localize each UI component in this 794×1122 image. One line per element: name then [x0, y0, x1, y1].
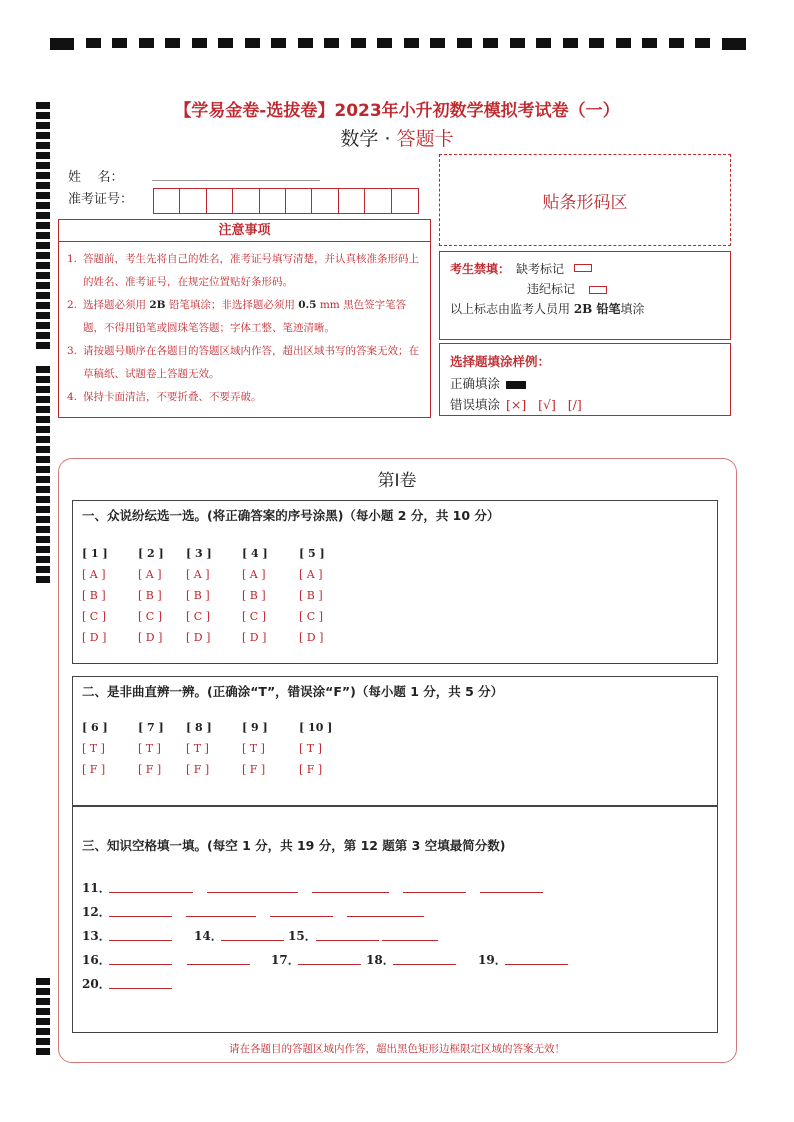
answer-blank[interactable]	[109, 988, 172, 989]
footer-warning: 请在各题目的答题区域内作答，超出黑色矩形边框限定区域的答案无效！	[229, 1043, 565, 1055]
bubble-q9-t[interactable]: [ T ]	[242, 742, 265, 755]
blank-label-19: 19．	[478, 953, 507, 967]
question-number: [ 4 ]	[242, 547, 268, 560]
bubble-q5-d[interactable]: [ D ]	[299, 631, 324, 644]
blank-label-12: 12．	[82, 905, 111, 919]
blank-label-16: 16．	[82, 953, 111, 967]
bubble-q9-f[interactable]: [ F ]	[242, 763, 266, 776]
barcode-label: 贴条形码区	[542, 192, 628, 213]
violation-mark-box[interactable]	[589, 286, 607, 294]
bubble-q6-f[interactable]: [ F ]	[82, 763, 106, 776]
wrong-fill-samples: [×] [√] [/]	[506, 397, 582, 412]
top-timing-marks	[50, 38, 746, 50]
question-number: [ 5 ]	[299, 547, 325, 560]
notice-item: 4. 保持卡面清洁，不要折叠、不要弄破。	[67, 391, 262, 403]
answer-blank[interactable]	[480, 892, 543, 893]
bubble-q5-b[interactable]: [ B ]	[299, 589, 323, 602]
question-number: [ 2 ]	[138, 547, 164, 560]
id-digit-box[interactable]	[339, 189, 365, 213]
blank-label-18: 18．	[366, 953, 395, 967]
absent-mark-box[interactable]	[574, 264, 592, 272]
bubble-q2-d[interactable]: [ D ]	[138, 631, 163, 644]
bubble-q5-a[interactable]: [ A ]	[299, 568, 323, 581]
answer-blank[interactable]	[109, 892, 193, 893]
id-digit-box[interactable]	[365, 189, 391, 213]
blank-label-11: 11．	[82, 881, 111, 895]
bubble-q10-f[interactable]: [ F ]	[299, 763, 323, 776]
answer-blank[interactable]	[393, 964, 456, 965]
notice-heading: 注意事项	[59, 220, 430, 242]
forbid-note: 以上标志由监考人员用 2B 铅笔填涂	[450, 302, 645, 316]
bubble-q8-t[interactable]: [ T ]	[186, 742, 209, 755]
fill-sample-box	[439, 343, 731, 416]
wrong-fill-label: 错误填涂	[450, 397, 501, 412]
blank-label-14: 14．	[194, 929, 223, 943]
title-dot: ·	[384, 128, 391, 150]
answer-blank[interactable]	[207, 892, 298, 893]
blank-label-13: 13．	[82, 929, 111, 943]
bubble-q1-b[interactable]: [ B ]	[82, 589, 106, 602]
question-number: [ 7 ]	[138, 721, 164, 734]
bubble-q3-c[interactable]: [ C ]	[186, 610, 210, 623]
bubble-q6-t[interactable]: [ T ]	[82, 742, 105, 755]
blank-label-15: 15．	[288, 929, 317, 943]
correct-fill-label: 正确填涂	[450, 376, 501, 391]
section3-heading: 三、知识空格填一填。(每空 1 分，共 19 分，第 12 题第 3 空填最简分数)	[82, 838, 506, 853]
correct-fill-sample	[506, 381, 526, 389]
answer-blank[interactable]	[109, 916, 172, 917]
id-digit-box[interactable]	[180, 189, 206, 213]
id-digit-box[interactable]	[154, 189, 180, 213]
id-digit-box[interactable]	[286, 189, 312, 213]
bubble-q7-t[interactable]: [ T ]	[138, 742, 161, 755]
subject-label: 数学	[340, 128, 379, 150]
answer-blank[interactable]	[312, 892, 389, 893]
question-number: [ 6 ]	[82, 721, 108, 734]
question-number: [ 10 ]	[299, 721, 333, 734]
absent-mark-label: 缺考标记	[516, 262, 565, 276]
id-digit-box[interactable]	[260, 189, 286, 213]
notice-item: 1. 答题前，考生先将自己的姓名，准考证号填写清楚，并认真核准条形码上的姓名、准考证号，在规定位置贴好条形码。	[67, 253, 419, 288]
violation-mark-label: 违纪标记	[527, 282, 576, 296]
question-number: [ 9 ]	[242, 721, 268, 734]
bubble-q1-d[interactable]: [ D ]	[82, 631, 107, 644]
name-field[interactable]	[152, 180, 320, 181]
bubble-q4-d[interactable]: [ D ]	[242, 631, 267, 644]
id-digit-box[interactable]	[312, 189, 338, 213]
sample-heading: 选择题填涂样例：	[450, 354, 551, 369]
answer-blank[interactable]	[403, 892, 466, 893]
section2-heading: 二、是非曲直辨一辨。(正确涂“T”，错误涂“F”)（每小题 1 分，共 5 分）	[82, 684, 504, 699]
barcode-area	[439, 154, 731, 246]
card-title	[0, 124, 794, 151]
blank-label-17: 17．	[271, 953, 300, 967]
answer-card-label: 答题卡	[396, 128, 454, 150]
bubble-q8-f[interactable]: [ F ]	[186, 763, 210, 776]
question-number: [ 8 ]	[186, 721, 212, 734]
section1-heading: 一、众说纷纭选一选。(将正确答案的序号涂黑)（每小题 2 分，共 10 分）	[82, 508, 500, 523]
bubble-q4-a[interactable]: [ A ]	[242, 568, 266, 581]
blank-label-20: 20．	[82, 977, 111, 991]
bubble-q1-c[interactable]: [ C ]	[82, 610, 106, 623]
bubble-q3-d[interactable]: [ D ]	[186, 631, 211, 644]
bubble-q2-b[interactable]: [ B ]	[138, 589, 162, 602]
bubble-q3-b[interactable]: [ B ]	[186, 589, 210, 602]
notice-item: 3. 请按题号顺序在各题目的答题区域内作答，超出区域书写的答案无效；在草稿纸、试题卷上答题无效。	[67, 345, 419, 380]
answer-blank[interactable]	[298, 964, 361, 965]
notice-item: 2. 选择题必须用 2B 铅笔填涂；非选择题必须用 0.5 mm 黑色签字笔答题，不得用铅笔或圆珠笔答题；字体工整、笔迹清晰。	[67, 299, 407, 334]
id-label: 准考证号：	[68, 192, 134, 207]
bubble-q1-a[interactable]: [ A ]	[82, 568, 106, 581]
answer-blank[interactable]	[109, 964, 172, 965]
exam-title: 【学易金卷-选拔卷】2023年小升初数学模拟考试卷（一）	[174, 101, 620, 121]
answer-blank[interactable]	[109, 940, 172, 941]
answer-blank[interactable]	[187, 964, 250, 965]
name-label: 姓 名：	[68, 170, 124, 185]
bubble-q10-t[interactable]: [ T ]	[299, 742, 322, 755]
id-digit-box[interactable]	[207, 189, 233, 213]
id-number-boxes[interactable]	[153, 188, 419, 214]
bubble-q2-c[interactable]: [ C ]	[138, 610, 162, 623]
answer-blank[interactable]	[270, 916, 333, 917]
bubble-q3-a[interactable]: [ A ]	[186, 568, 210, 581]
notice-box	[58, 219, 431, 418]
question-number: [ 1 ]	[82, 547, 108, 560]
answer-blank[interactable]	[347, 916, 424, 917]
id-digit-box[interactable]	[233, 189, 259, 213]
answer-blank[interactable]	[186, 916, 256, 917]
bubble-q5-c[interactable]: [ C ]	[299, 610, 323, 623]
bubble-q4-c[interactable]: [ C ]	[242, 610, 266, 623]
part-one-title: 第Ⅰ卷	[377, 471, 417, 491]
id-digit-box[interactable]	[392, 189, 418, 213]
answer-blank[interactable]	[382, 940, 438, 941]
answer-blank[interactable]	[316, 940, 379, 941]
examiner-only-box	[439, 251, 731, 340]
answer-blank[interactable]	[505, 964, 568, 965]
bubble-q7-f[interactable]: [ F ]	[138, 763, 162, 776]
question-number: [ 3 ]	[186, 547, 212, 560]
answer-blank[interactable]	[221, 940, 284, 941]
section-multiple-choice	[72, 500, 718, 664]
forbid-heading: 考生禁填：	[450, 262, 511, 276]
bubble-q2-a[interactable]: [ A ]	[138, 568, 162, 581]
bubble-q4-b[interactable]: [ B ]	[242, 589, 266, 602]
